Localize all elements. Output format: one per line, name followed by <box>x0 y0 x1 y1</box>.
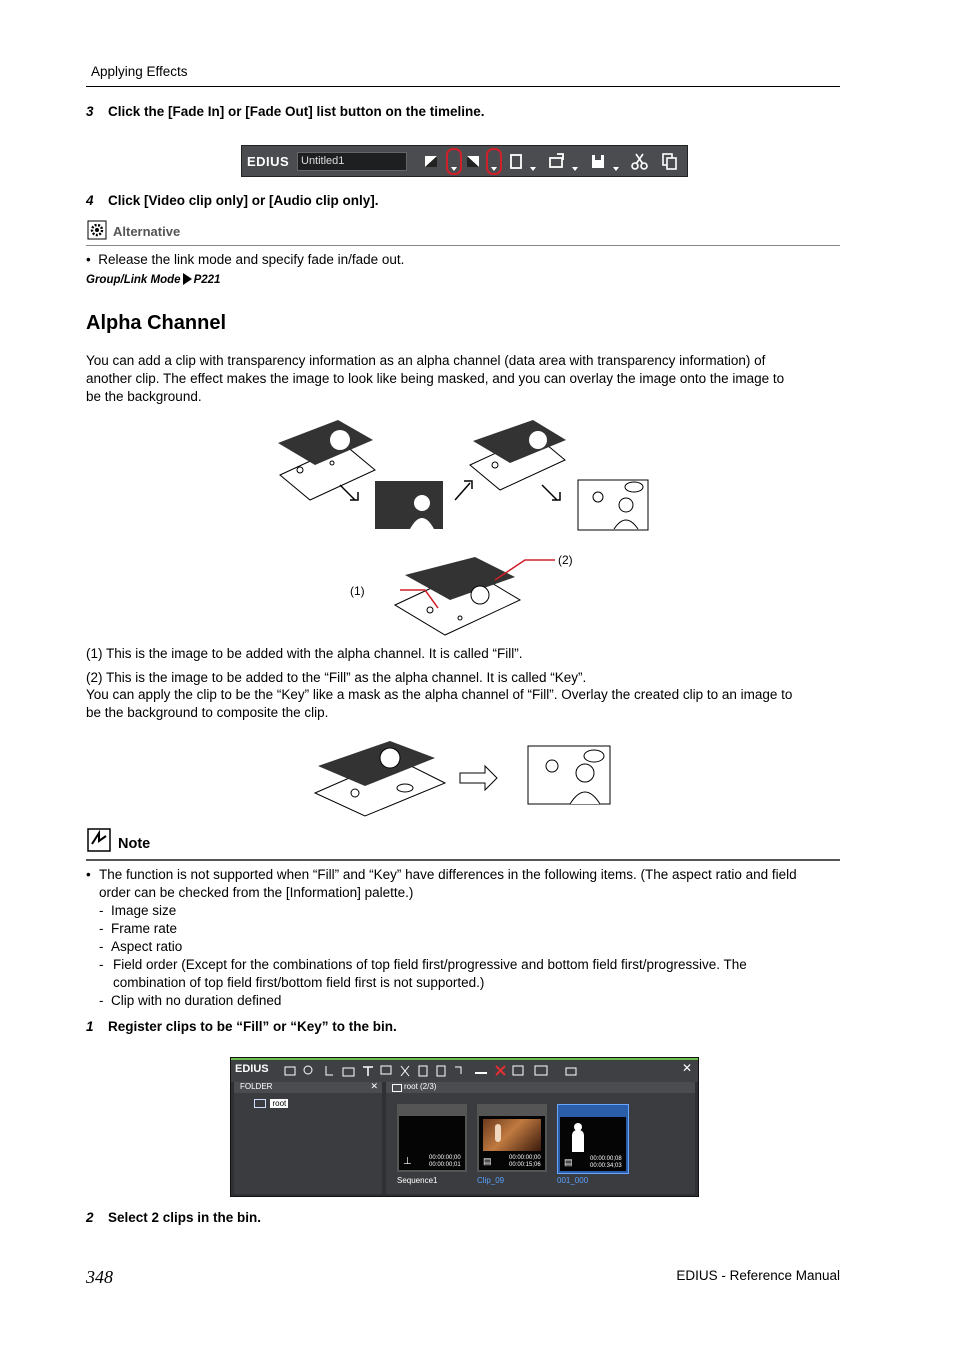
properties-icon[interactable] <box>513 1066 523 1075</box>
intro-line: be the background. <box>86 389 202 404</box>
note-item: - Clip with no duration defined <box>99 993 282 1008</box>
note-label: Note <box>118 836 151 852</box>
clip-name: Clip_09 <box>477 1176 505 1185</box>
callout-1: (1) <box>350 584 365 598</box>
alternative-label: Alternative <box>113 224 181 239</box>
step-3 <box>86 104 485 119</box>
bin-path: root (2/3) <box>404 1082 437 1091</box>
fill-key-stack-bottom <box>395 557 520 635</box>
tc-duration: 00:00:15;06 <box>509 1162 541 1168</box>
paragraph-line: You can apply the clip to be the “Key” like a mask as the alpha channel of “Fill”. Overlay the created clip to an image to <box>86 687 793 702</box>
edius-logo: EDIUS <box>247 154 290 169</box>
alternative-gear-icon <box>87 220 107 240</box>
timeline-toolbar <box>241 145 688 177</box>
note-item: - Image size <box>99 903 177 918</box>
arrow-icon <box>455 481 472 500</box>
folder-icon <box>254 1099 266 1108</box>
person-figure <box>495 1124 501 1142</box>
clip-thumbnail[interactable] <box>477 1104 547 1172</box>
fill-key-stack-middle <box>470 420 566 490</box>
fill-description: (1) This is the image to be added with the alpha channel. It is called “Fill”. <box>86 646 523 661</box>
clip-name: 001_000 <box>557 1176 589 1185</box>
bullet-line: order can be checked from the [Information] palette.) <box>99 885 414 900</box>
new-sequence-icon[interactable] <box>511 155 536 171</box>
bin-window <box>230 1057 699 1197</box>
bin-toolbar <box>231 1058 698 1082</box>
close-icon[interactable]: ✕ <box>681 1061 692 1075</box>
search-icon[interactable] <box>304 1066 312 1074</box>
toolbar-icons <box>417 146 687 176</box>
note-content <box>86 866 846 1010</box>
cut-icon[interactable] <box>401 1066 409 1076</box>
bullet-text: Release the link mode and specify fade in/fade out. <box>98 252 405 267</box>
item-text: Image size <box>111 903 177 918</box>
step-1 <box>86 1019 397 1034</box>
arrow-icon <box>542 485 560 500</box>
item-text: Aspect ratio <box>111 939 183 954</box>
running-header: Applying Effects <box>91 64 188 79</box>
close-icon[interactable]: ✕ <box>370 1081 378 1091</box>
folder-header-label: FOLDER <box>240 1082 273 1091</box>
step-text: Register clips to be “Fill” or “Key” to the bin. <box>108 1019 397 1034</box>
step-number: 3 <box>86 104 94 119</box>
paste-icon[interactable] <box>437 1066 445 1076</box>
alternative-bullet: • Release the link mode and specify fade in/fade out. <box>86 252 405 267</box>
key-description: (2) This is the image to be added to the “Fill” as the alpha channel. It is called “Key”. <box>86 670 587 685</box>
note-icon <box>87 828 111 852</box>
clip-name: Sequence1 <box>397 1176 438 1185</box>
note-item: - Field order (Except for the combinations of top field first/progressive and bottom field first/progressive. The combination of top field first/bottom field first is not supported.) <box>86 956 846 992</box>
folder-icon <box>392 1084 402 1092</box>
step-2 <box>86 1210 261 1225</box>
title-icon[interactable] <box>363 1067 373 1076</box>
save-icon[interactable] <box>592 155 619 171</box>
clip-timecodes <box>590 1156 622 1170</box>
film-icon: ▤ <box>483 1156 492 1166</box>
root-folder-item[interactable] <box>254 1095 288 1107</box>
alpha-channel-diagram <box>270 415 670 640</box>
edius-logo: EDIUS <box>235 1063 269 1075</box>
film-icon: ▤ <box>564 1157 573 1167</box>
clip-timecodes <box>509 1155 541 1169</box>
sequence-icon: ⊥ <box>403 1156 412 1167</box>
delete-icon[interactable] <box>496 1066 505 1075</box>
note-rule <box>86 859 840 861</box>
key-apply-paragraph <box>86 686 846 722</box>
note-item: - Frame rate <box>99 921 178 936</box>
tc-duration: 00:00:00;01 <box>429 1162 461 1168</box>
project-name: Untitled1 <box>301 155 345 167</box>
bin-toolbar-icons <box>281 1062 581 1080</box>
footer-title: EDIUS - Reference Manual <box>676 1268 840 1283</box>
fade-out-list-button[interactable] <box>487 149 501 174</box>
note-item: - Aspect ratio <box>99 939 183 954</box>
arrow-icon <box>340 485 358 500</box>
copy-icon[interactable] <box>419 1066 427 1076</box>
clip-timecodes <box>429 1155 461 1169</box>
root-label: root <box>272 1099 287 1109</box>
composite-diagram <box>310 738 615 820</box>
folder-icon[interactable] <box>285 1067 295 1075</box>
project-name-field[interactable] <box>297 152 407 171</box>
step-text: Click [Video clip only] or [Audio clip only]. <box>108 193 379 208</box>
step-4 <box>86 193 379 208</box>
item-line: combination of top field first/bottom field first is not supported.) <box>113 975 485 990</box>
color-bar-icon[interactable] <box>381 1066 391 1074</box>
add-clip-icon[interactable] <box>343 1068 354 1076</box>
alternative-rule <box>86 245 840 246</box>
clip-thumbnail-selected[interactable] <box>557 1104 629 1174</box>
step-number: 4 <box>86 193 94 208</box>
intro-paragraph <box>86 352 846 406</box>
page-number: 348 <box>86 1267 113 1287</box>
item-line: Field order (Except for the combinations of top field first/progressive and bottom field first/progressive. The <box>113 957 747 972</box>
clip-pane <box>386 1082 695 1194</box>
header-rule <box>86 86 840 87</box>
fade-in-list-button[interactable] <box>447 149 461 174</box>
step-text: Click the [Fade In] or [Fade Out] list button on the timeline. <box>108 104 485 119</box>
callout-2: (2) <box>558 553 573 567</box>
section-title: Alpha Channel <box>86 312 227 334</box>
intro-line: You can add a clip with transparency information as an alpha channel (data area with transparency information) of <box>86 353 766 368</box>
tc-in: 00:00:00;00 <box>509 1155 541 1161</box>
fill-key-stack <box>315 741 445 816</box>
cut-icon[interactable] <box>632 154 647 169</box>
video-frame <box>483 1119 541 1151</box>
tc-in: 00:00:00;00 <box>429 1155 461 1161</box>
export-icon[interactable] <box>550 154 578 171</box>
bullet-line: The function is not supported when “Fill” and “Key” have differences in the following items. (The aspect ratio and field <box>99 867 797 882</box>
tc-in: 00:00:00;08 <box>590 1156 622 1162</box>
cross-reference-link[interactable] <box>86 273 220 286</box>
up-icon[interactable] <box>326 1066 333 1075</box>
folder-header <box>234 1082 382 1093</box>
item-text: Clip with no duration defined <box>111 993 282 1008</box>
clip-thumbnail[interactable] <box>397 1104 467 1172</box>
folder-pane <box>234 1082 382 1194</box>
item-text: Frame rate <box>111 921 178 936</box>
intro-line: another clip. The effect makes the image to look like being masked, and you can overlay the image onto the image to <box>86 371 785 386</box>
arrow-icon <box>183 273 192 285</box>
ref-page: P221 <box>193 274 221 286</box>
note-bullet: • The function is not supported when “Fill” and “Key” have differences in the following items. (The aspect ratio and field order can be checked from the [Information] palette.) <box>86 866 846 902</box>
key-image <box>375 481 443 529</box>
ref-text: Group/Link Mode <box>86 274 181 286</box>
fade-in-icon[interactable] <box>425 156 437 167</box>
paragraph-line: be the background to composite the clip. <box>86 705 329 720</box>
fill-key-stack-left <box>278 420 375 500</box>
add-to-timeline-icon[interactable] <box>455 1067 461 1074</box>
tc-duration: 00:00:34;03 <box>590 1163 622 1169</box>
step-number: 2 <box>86 1210 94 1225</box>
search-bin-icon[interactable] <box>566 1068 576 1075</box>
clip-pane-header <box>386 1082 695 1093</box>
step-text: Select 2 clips in the bin. <box>108 1210 262 1225</box>
fade-out-icon[interactable] <box>467 156 479 167</box>
view-icon[interactable] <box>535 1066 547 1075</box>
arrow-icon <box>460 766 497 790</box>
step-number: 1 <box>86 1019 94 1034</box>
copy-icon[interactable] <box>663 154 676 169</box>
silhouette-body <box>572 1130 584 1152</box>
